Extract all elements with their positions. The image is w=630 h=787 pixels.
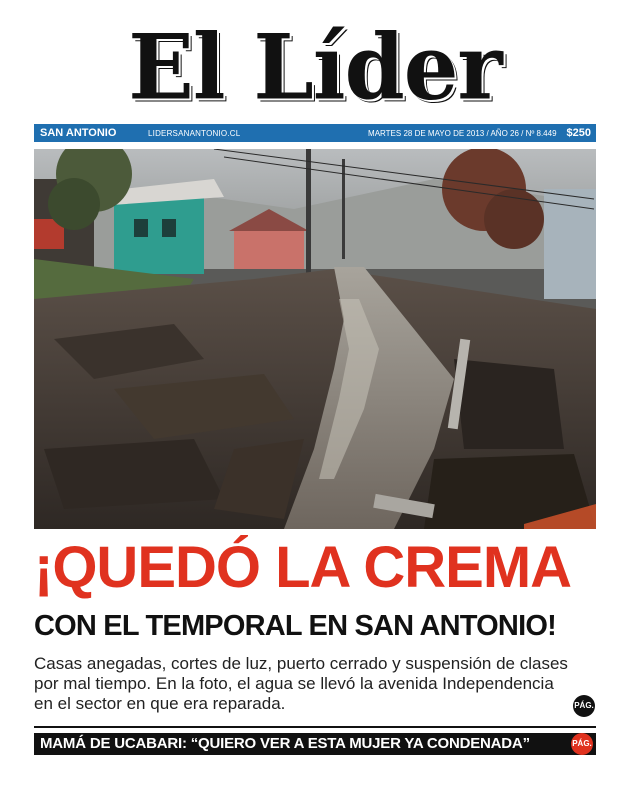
cover-photo bbox=[34, 149, 596, 529]
edition-location: SAN ANTONIO bbox=[40, 127, 117, 139]
footer-teaser bbox=[34, 733, 596, 755]
issue-date: MARTES 28 DE MAYO DE 2013 / AÑO 26 / Nº 8.449 bbox=[368, 128, 557, 138]
footer-teaser-text[interactable]: MAMÁ DE UCABARI: “QUIERO VER A ESTA MUJER YA CONDENADA” bbox=[40, 735, 530, 752]
section-divider bbox=[34, 726, 596, 728]
lead-paragraph: Casas anegadas, cortes de luz, puerto cerrado y suspensión de clases por mal tiempo. En la foto, el agua se llevó la avenida Independencia en el sector en que era reparada. bbox=[34, 654, 568, 713]
newspaper-logo: El Líder bbox=[128, 14, 502, 121]
issue-price: $250 bbox=[566, 127, 591, 139]
footer-page-reference-badge[interactable]: PÁG. 3 bbox=[571, 733, 593, 755]
issue-info-bar bbox=[34, 124, 596, 142]
website-link[interactable]: LIDERSANANTONIO.CL bbox=[148, 128, 241, 138]
masthead bbox=[0, 14, 630, 126]
main-headline: ¡QUEDÓ LA CREMA bbox=[34, 535, 572, 600]
sub-headline: CON EL TEMPORAL EN SAN ANTONIO! bbox=[34, 610, 556, 642]
page-reference-badge[interactable]: PÁG. bbox=[573, 695, 595, 717]
